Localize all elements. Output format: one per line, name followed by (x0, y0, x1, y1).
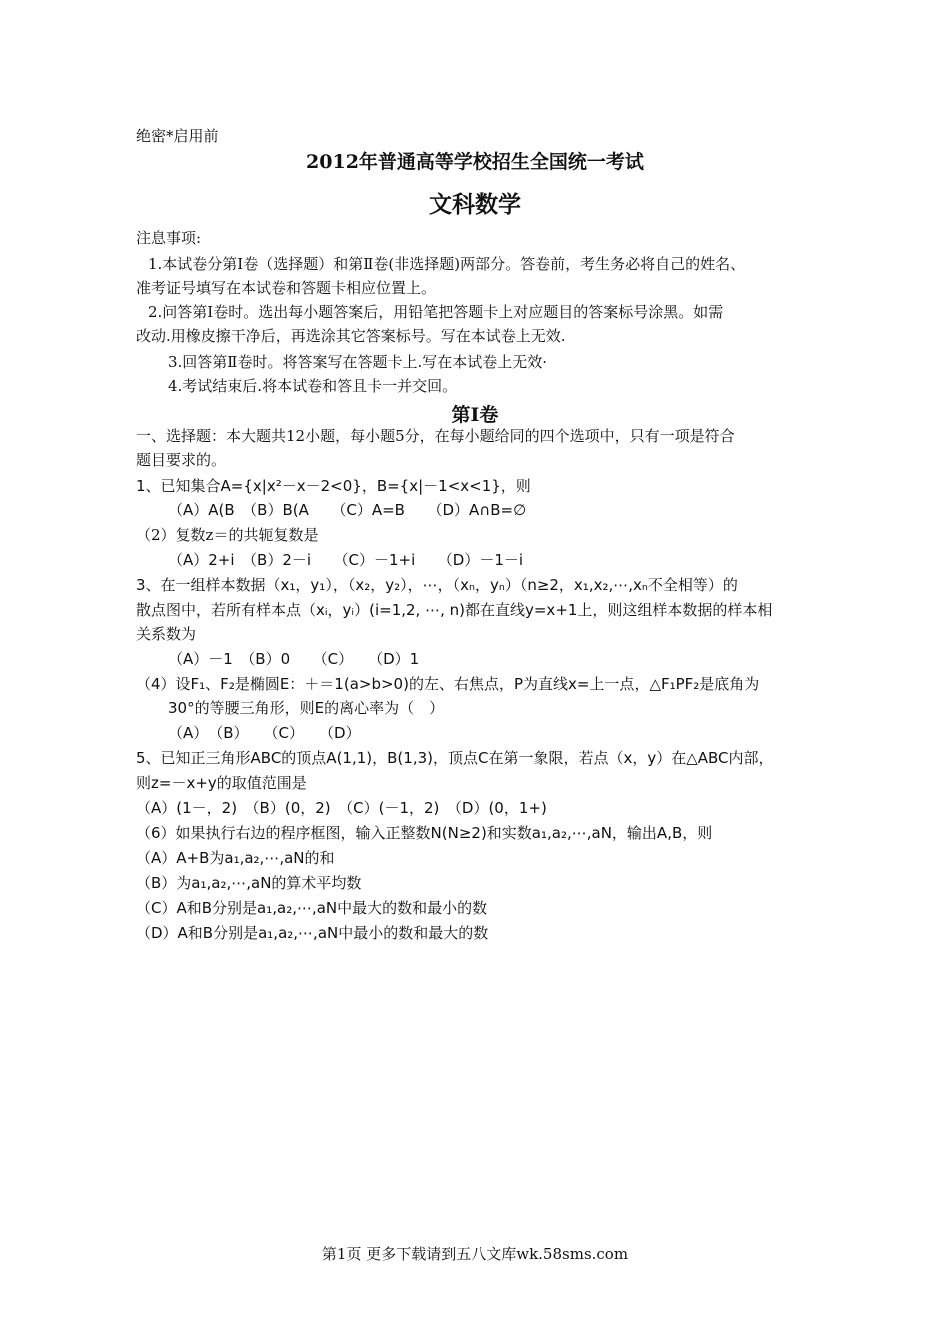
secret-label: 绝密*启用前 (136, 127, 219, 145)
question-6-option-c: （C）A和B分别是a₁,a₂,⋯,aN中最大的数和最小的数 (136, 899, 488, 917)
question-4-line-1: （4）设F₁、F₂是椭圆E：＋＝1(a>b>0)的左、右焦点，P为直线x=上一点，△F₁PF₂是底角为 (136, 675, 760, 693)
page-footer: 第1页 更多下载请到五八文库wk.58sms.com (321, 1245, 629, 1263)
question-3-line-2: 散点图中，若所有样本点（xᵢ，yᵢ）(i=1,2, ⋯, n)都在直线y=x+1上，则这组样本数据的样本相 (136, 601, 773, 619)
notes-heading: 注息事项: (136, 229, 202, 247)
question-5-line-1: 5、已知正三角形ABC的顶点A(1,1)，B(1,3)，顶点C在第一象限，若点（x，y）在△ABC内部， (136, 749, 774, 767)
exam-title: 2012年普通高等学校招生全国统一考试 (306, 151, 644, 173)
note-item-2a: 2.问答第Ⅰ卷时。选出每小题答案后，用铅笔把答题卡上对应题目的答案标号涂黑。如需 (148, 303, 724, 321)
note-item-1a: 1.本试卷分第Ⅰ卷（选择题）和第Ⅱ卷(非选择题)两部分。答卷前，考生务必将自己的姓名、 (148, 255, 746, 273)
note-item-4: 4.考试结束后.将本试卷和答且卡一并交回。 (168, 377, 458, 395)
note-item-3: 3.回答第Ⅱ卷时。将答案写在答题卡上.写在本试卷上无效· (168, 353, 548, 371)
question-1-options: （A）A(B （B）B(A （C）A=B （D）A∩B=∅ (168, 501, 527, 519)
question-1: 1、已知集合A={x|x²－x－2<0}，B={x|－1<x<1}，则 (136, 477, 531, 495)
question-5-options: （A）(1－，2) （B）(0，2) （C）(－1，2) （D）(0，1+) (136, 799, 547, 817)
exam-subtitle: 文科数学 (429, 191, 521, 218)
question-4-line-2: 30°的等腰三角形，则E的离心率为（ ） (168, 699, 445, 717)
section-title: 第Ⅰ卷 (451, 404, 499, 426)
question-6-option-b: （B）为a₁,a₂,⋯,aN的算术平均数 (136, 874, 362, 892)
question-2: （2）复数z＝的共轭复数是 (136, 526, 319, 544)
question-2-options: （A）2+i （B）2－i （C）－1+i （D）－1－i (168, 551, 524, 569)
note-item-1b: 准考证号填写在本试卷和答题卡相应位置上。 (136, 279, 437, 297)
question-6-option-d: （D）A和B分别是a₁,a₂,⋯,aN中最小的数和最大的数 (136, 924, 489, 942)
note-item-2b: 改动.用橡皮擦干净后，再选涂其它答案标号。写在本试卷上无效. (136, 327, 566, 345)
question-3-line-3: 关系数为 (136, 625, 197, 643)
question-5-line-2: 则z=－x+y的取值范围是 (136, 774, 307, 792)
question-6: （6）如果执行右边的程序框图，输入正整数N(N≥2)和实数a₁,a₂,⋯,aN，输出A,B，则 (136, 824, 713, 842)
question-3-options: （A）－1 （B）0 （C） （D）1 (168, 650, 420, 668)
question-4-options: （A） （B） （C） （D） (168, 724, 361, 742)
instructions-line-2: 题目要求的。 (136, 451, 227, 469)
question-6-option-a: （A）A+B为a₁,a₂,⋯,aN的和 (136, 849, 335, 867)
instructions-line-1: 一、选择题：本大题共12小题，每小题5分，在每小题给同的四个选项中，只有一项是符合 (136, 427, 735, 445)
question-3-line-1: 3、在一组样本数据（x₁，y₁），（x₂，y₂），⋯，（xₙ，yₙ）（n≥2，x₁,x₂,⋯,xₙ不全相等）的 (136, 576, 738, 594)
